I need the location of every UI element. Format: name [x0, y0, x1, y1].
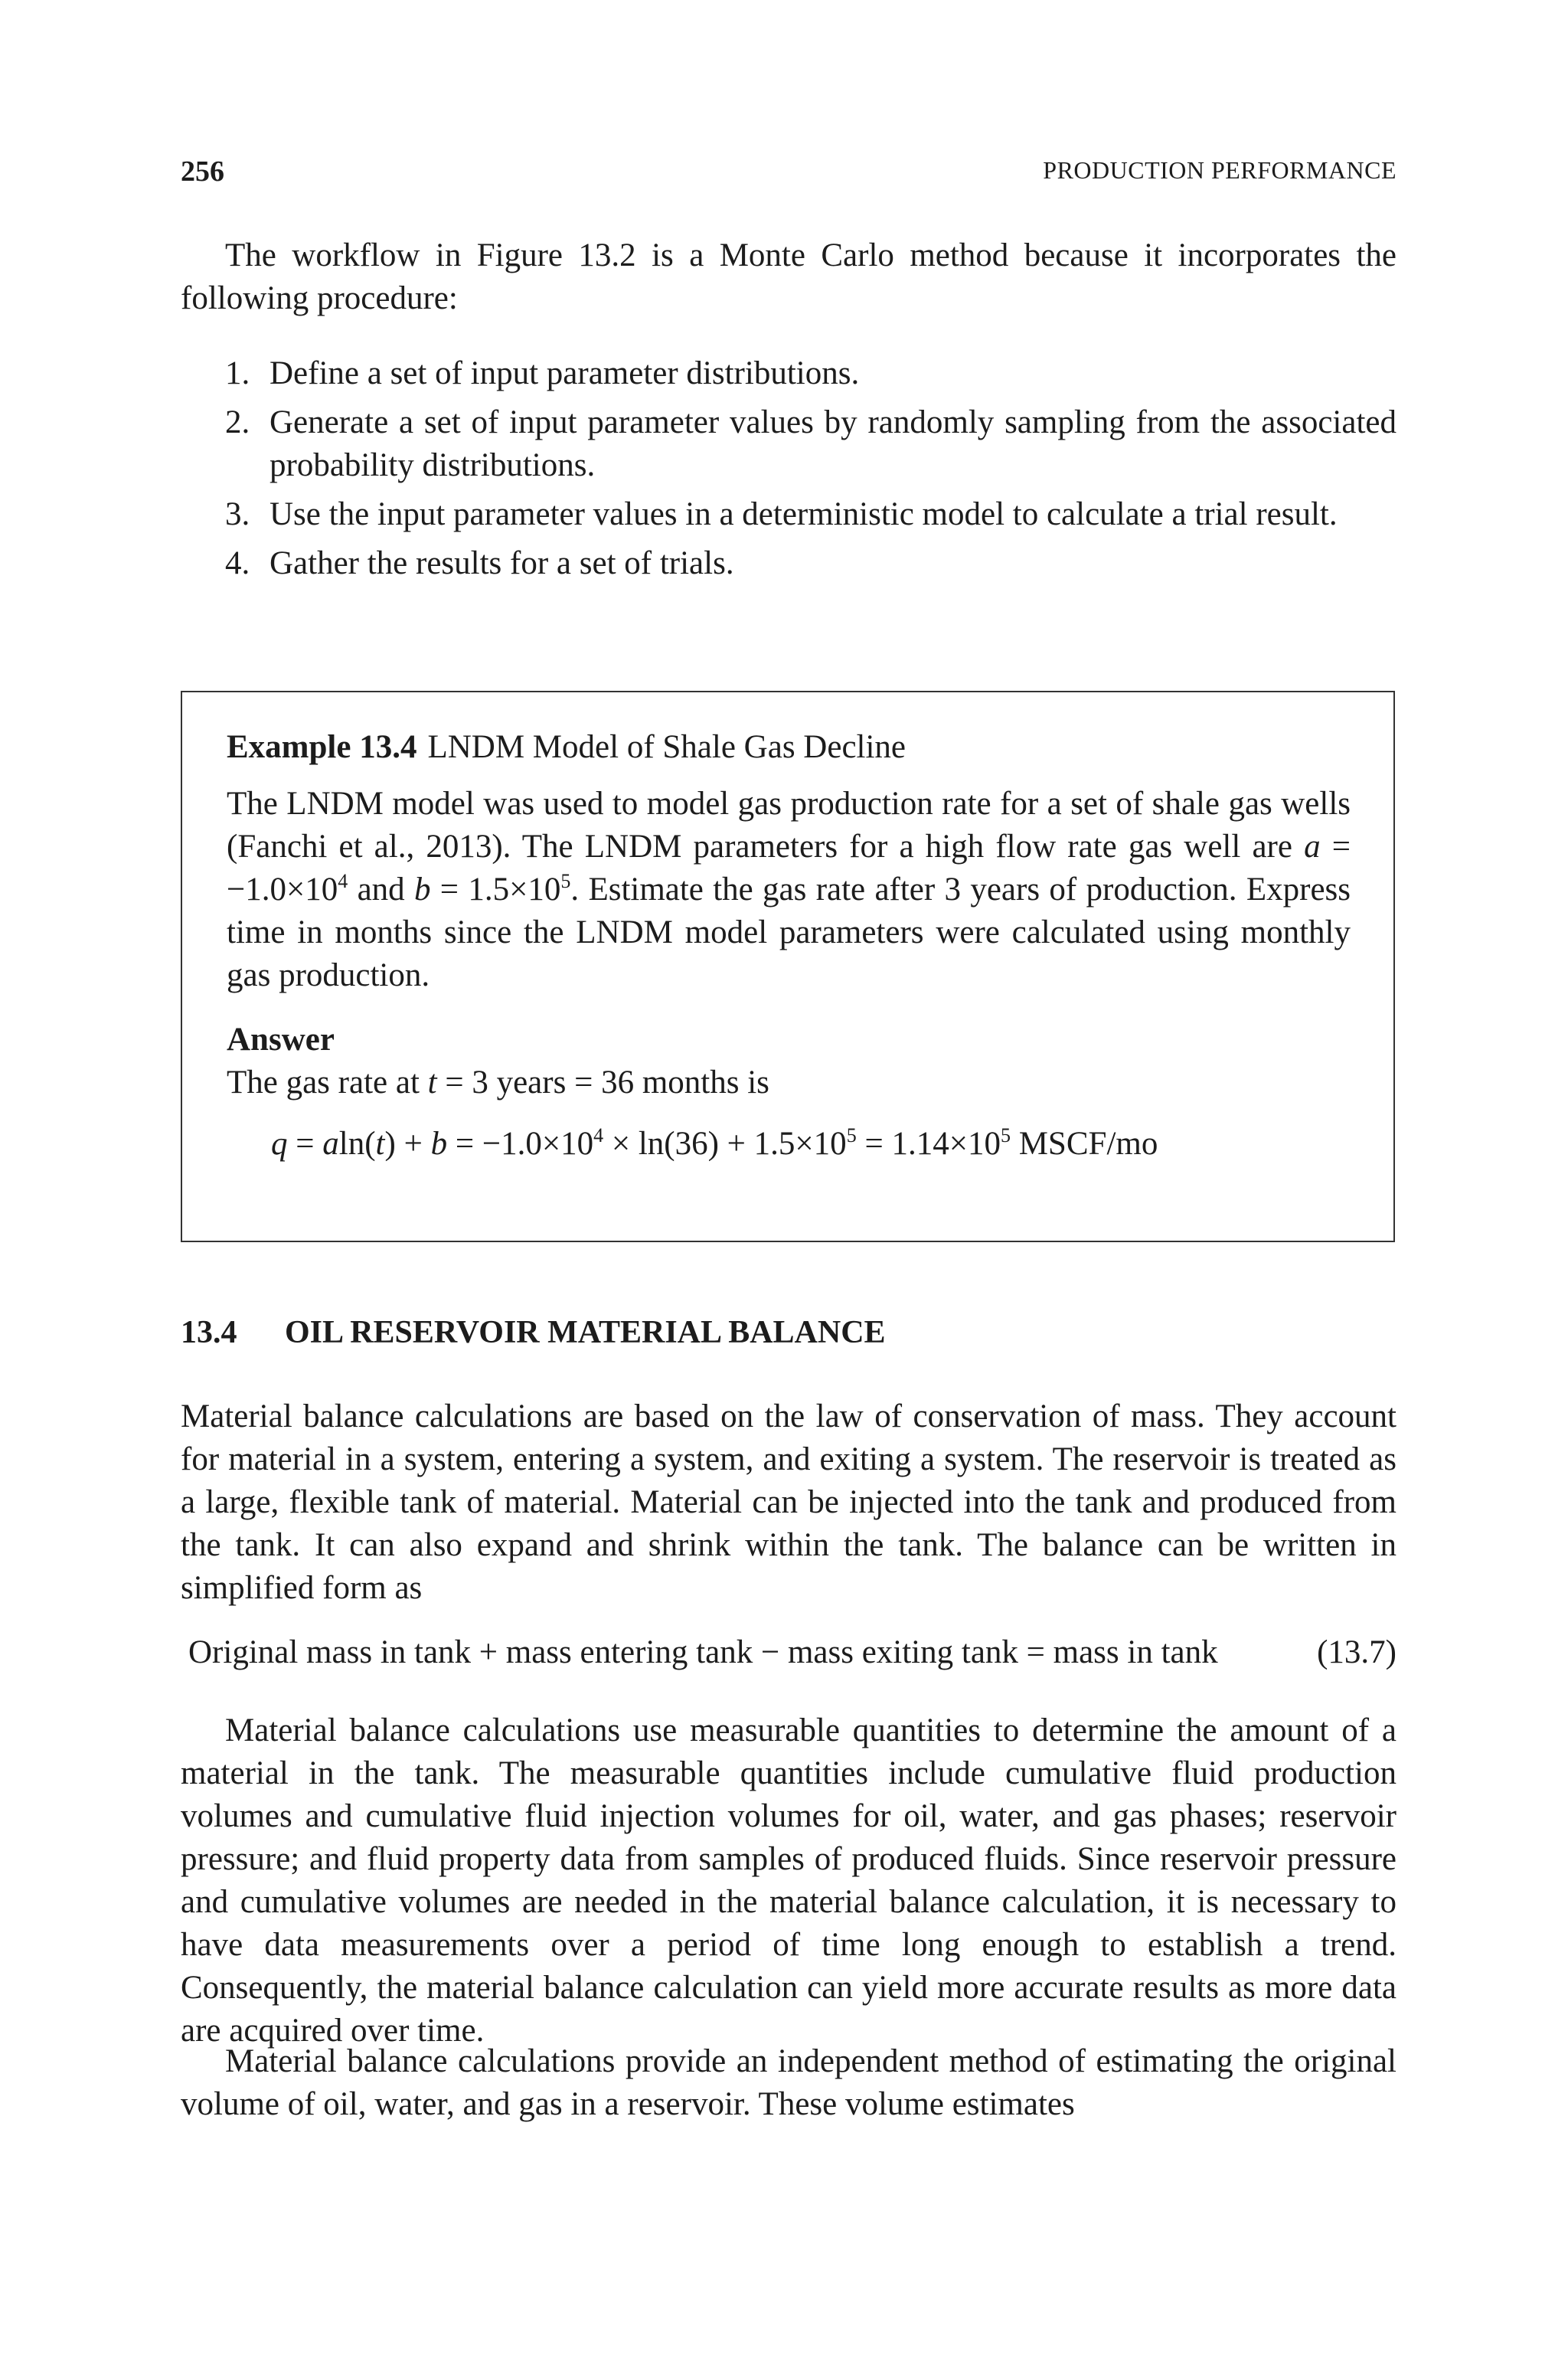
procedure-step — [225, 542, 1396, 585]
step-text: Gather the results for a set of trials. — [270, 545, 734, 581]
and-text: and — [348, 872, 414, 908]
section-heading — [181, 1311, 886, 1354]
eq-part: = 1.14×10 — [856, 1126, 1001, 1162]
step-text: Generate a set of input parameter values by randomly sampling from the associated probability distributions. — [270, 404, 1396, 483]
answer-equation — [271, 1123, 1351, 1166]
eq-exponent: 4 — [593, 1124, 604, 1146]
procedure-step — [225, 352, 1396, 395]
answer-heading: Answer — [227, 1022, 335, 1058]
intro-paragraph: The workflow in Figure 13.2 is a Monte Carlo method because it incorporates the following procedure: — [181, 237, 1396, 316]
material-balance-paragraph-1: Material balance calculations are based on the law of conservation of mass. They account for material in a system, entering a system, and exiting a system. The reservoir is treated as a large, flexible tank of material. Material can be injected into the tank and produced from the tank. It can also expand and shrink within the tank. The balance can be written in simplified form as — [181, 1398, 1396, 1606]
equation-number: (13.7) — [1317, 1634, 1396, 1670]
value-b: = 1.5×10 — [430, 872, 561, 908]
material-balance-paragraph-2: Material balance calculations use measurable quantities to determine the amount of a material in the tank. The measurable quantities include cumulative fluid production volumes and cumulative fluid injection volumes for oil, water, and gas phases; reservoir pressure; and fluid property data from samples of produced fluids. Since reservoir pressure and cumulative volumes are needed in the material balance calculation, it is necessary to have data measurements over a period of time long enough to establish a trend. Consequently, the material balance calculation can yield more accurate results as more data are acquired over time. — [181, 1712, 1396, 2049]
running-title: PRODUCTION PERFORMANCE — [1043, 156, 1396, 184]
eq-var-a: a — [322, 1126, 339, 1162]
material-balance-paragraph-3: Material balance calculations provide an independent method of estimating the original volume of oil, water, and gas in a reservoir. These volume estimates — [181, 2043, 1396, 2122]
example-title-text: LNDM Model of Shale Gas Decline — [427, 729, 906, 765]
example-body-text-2: . Estimate the gas rate after 3 years of production. Express time in months since the LNDM model parameters were calculated using monthly gas production. — [227, 872, 1351, 993]
var-a: a — [1304, 829, 1321, 865]
eq-part: × ln(36) + 1.5×10 — [603, 1126, 847, 1162]
procedure-list — [225, 352, 1396, 591]
eq-exponent: 5 — [846, 1124, 857, 1146]
step-number: 1. — [225, 355, 250, 391]
procedure-step — [225, 493, 1396, 536]
answer-text-2: = 3 years = 36 months is — [436, 1065, 769, 1101]
example-body — [227, 783, 1351, 997]
eq-part: ln( — [338, 1126, 376, 1162]
exponent-a: 4 — [338, 870, 348, 892]
answer-text: The gas rate at — [227, 1065, 428, 1101]
answer-line — [227, 1061, 1351, 1104]
eq-part: = — [287, 1126, 323, 1162]
section-number: 13.4 — [181, 1315, 237, 1350]
running-head — [181, 155, 1396, 193]
eq-var-q: q — [271, 1126, 288, 1162]
procedure-step — [225, 401, 1396, 487]
eq-var-b: b — [430, 1126, 448, 1162]
example-title — [227, 726, 1351, 769]
step-number: 2. — [225, 404, 250, 440]
eq-exponent: 5 — [1000, 1124, 1011, 1146]
step-text: Define a set of input parameter distributions. — [270, 355, 860, 391]
section-title: OIL RESERVOIR MATERIAL BALANCE — [285, 1315, 886, 1350]
eq-part: = −1.0×10 — [447, 1126, 594, 1162]
step-text: Use the input parameter values in a deterministic model to calculate a trial result. — [270, 496, 1338, 532]
exponent-b: 5 — [560, 870, 571, 892]
eq-unit: MSCF/mo — [1010, 1126, 1158, 1162]
page-number: 256 — [181, 155, 224, 188]
var-b: b — [413, 872, 431, 908]
equation-text: Original mass in tank + mass entering tank − mass exiting tank = mass in tank — [188, 1634, 1218, 1670]
example-body-text: The LNDM model was used to model gas production rate for a set of shale gas wells (Fanchi et al., 2013). The LNDM parameters for a high flow rate gas well are — [227, 786, 1351, 865]
value-a: = −1.0×10 — [227, 829, 1351, 908]
example-label: Example 13.4 — [227, 729, 417, 765]
example-content — [227, 726, 1351, 1166]
var-t: t — [427, 1065, 437, 1101]
eq-part: ) + — [384, 1126, 431, 1162]
step-number: 4. — [225, 545, 250, 581]
step-number: 3. — [225, 496, 250, 532]
example-box — [181, 691, 1395, 1242]
eq-var-t: t — [375, 1126, 385, 1162]
